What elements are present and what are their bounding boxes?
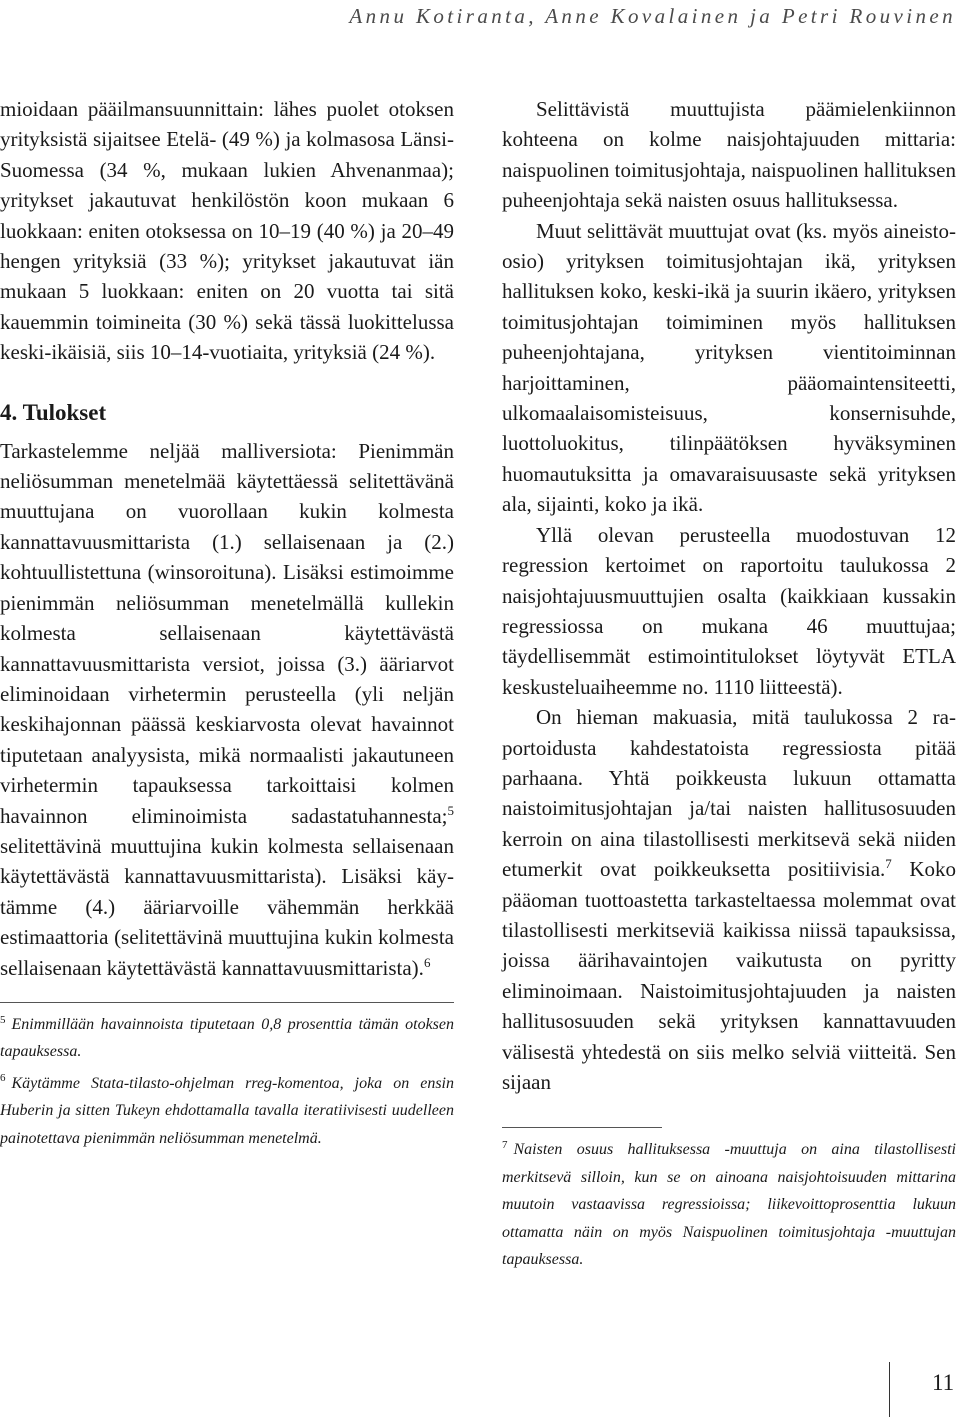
right-column: [502, 94, 956, 1273]
paragraph-4: [502, 702, 956, 1097]
paragraph-2: Muut selittävät muuttujat ovat (ks. myös aineisto-osio) yrityksen toimitusjohtajan ikä, yrityksen hallituksen koko, keski-ikä ja suurin ikäero, yrityksen toimitusjohtajan toimiminen myös hallituksen puheenjohtajana, yrityksen vientitoiminnan harjoittaminen, pääomaintensiteetti, ulkomaalaisomisteisuus, konsernisuhde, luottoluokitus, tilinpäätöksen hyväksyminen huomautuksitta ja omavaraisuusaste sekä yrityksen ala, sijainti, koko ja ikä.: [502, 218, 956, 517]
paragraph-1: Selittävistä muuttujista päämielenkiinnon kohteena on kolme naisjohtajuuden mittaria: naispuolinen toimitusjohtaja, naispuolinen hallituksen puheenjohtaja sekä naisten osuus hallituksessa.: [502, 97, 956, 213]
footnote-5: [0, 1011, 454, 1066]
paragraph-4-part-a: On hieman makuasia, mitä taulukossa 2 raportoidusta kahdestatoista regressiosta pitää parhaana. Yhtä poikkeusta lukuun ottamatta naistoimitusjohtajan ja/tai naisten hallitusosuuden kerroin on aina tilastollisesti merkitsevä sekä niiden etumerkit ovat poikkeuksetta positiivisia.: [502, 705, 956, 882]
section-paragraph-part-b: selitettävinä muuttujina kukin kolmesta sellaisenaan käytettävästä kannattavuusmittarista). Lisäksi käytämme (4.) ääriarvoille vähemmän herkkää estimaattoria (selitettävinä muuttujina kukin kolmesta sellaisenaan käytettävästä kannattavuusmittarista).: [0, 833, 454, 980]
footnote-7: [502, 1136, 956, 1273]
section-heading: 4. Tulokset: [0, 399, 107, 425]
footnote-text: Käytämme Stata-tilasto-ohjelman rreg-komentoa, joka on ensin Huberin ja sitten Tukeyn ehdottamalla tavalla iteratiivisesti uudelleen painotettava pienimmän neliösumman menetelmä.: [0, 1074, 454, 1147]
footnote-ref-6: 6: [423, 954, 431, 970]
page-number-divider: [889, 1362, 890, 1417]
footnote-divider: [502, 1127, 662, 1128]
footnote-ref-7: 7: [885, 856, 892, 872]
footnote-text: Enimmillään havainnoista tiputetaan 0,8 prosenttia tämän otoksen tapauksessa.: [0, 1015, 454, 1061]
intro-paragraph: mioidaan pääilmansuunnittain: lähes puolet otoksen yrityksistä sijaitsee Etelä- (49 %) ja kolmasosa Länsi-Suomessa (34 %, mukaan lukien Ahvenanmaa); yritykset jakautuvat henkilöstön koon mukaan 6 luokkaan: eniten otoksessa on 10–19 (40 %) ja 20–49 hengen yrityksiä (33 %); yritykset jakautuvat iän mukaan 5 luokkaan: eniten on 20 vuotta tai sitä kauemmin toimineita (30 %) sekä tässä luokittelussa keski-ikäisiä, siis 10–14-vuotiaita, yrityksiä (24 %).: [0, 97, 454, 365]
footnote-divider: [0, 1002, 454, 1003]
running-head: Annu Kotiranta, Anne Kovalainen ja Petri Rouvinen: [349, 4, 956, 28]
section-paragraph-part-a: Tarkastelemme neljää malliversiota: Pienimmän neliösumman menetelmää käytettäessä selitettävänä muuttujana on vuorollaan kukin kolmesta kannattavuusmittarista (1.) sellaisenaan ja (2.) kohtuullistettuna (winsoroituna). Lisäksi estimoimme pienimmän neliösumman menetelmällä kullekin kolmesta sellaisenaan käytettävästä kannattavuusmittarista versiot, joissa (3.) ääriarvot eliminoidaan virhetermin perusteella (yli neljän keskihajonnan päässä keskiarvosta olevat havainnot tiputetaan analyysista, mikä normaalisti jakautuneen virhetermin tapauksessa tarkoittaisi kolmen havainnon eliminoimista sadastatuhannesta;: [0, 438, 454, 828]
footnote-text: Naisten osuus hallituksessa -muuttuja on aina tilastollisesti merkitsevä silloin, kun se on ainoana naisjohtoisuuden mittarina muutoin vastaavissa regressioissa; liikevoittoprosenttia lukuun ottamatta näin on myös Naispuolinen toimitusjohtaja -muuttujan tapauksessa.: [502, 1141, 956, 1269]
footnote-number: 5: [0, 1013, 6, 1026]
footnote-number: 6: [0, 1072, 6, 1085]
section-paragraph: [0, 436, 454, 983]
footnote-number: 7: [502, 1139, 508, 1152]
footnote-6: [0, 1070, 454, 1152]
paragraph-3: Yllä olevan perusteella muodostuvan 12 regression kertoimet on raportoitu taulukossa 2 naisjohtajuusmuuttujien osalta (kaikkiaan kussakin regressiossa on mukana 46 muuttujaa; täydellisemmät estimointitulokset löytyvät ETLA keskusteluaiheemme no. 1110 liitteestä).: [502, 522, 956, 699]
page-number: 11: [932, 1370, 955, 1395]
left-column: [0, 94, 454, 1152]
footnote-ref-5: 5: [447, 802, 454, 818]
paragraph-4-part-b: Koko pääoman tuottoastetta tarkasteltaessa molemmat ovat tilastollisesti merkitseviä kaikissa niissä tapauksissa, joissa äärihavaintojen vaikutusta on pyritty eliminoimaan. Naistoimitusjohtajuuden ja naisten hallitusosuuden sekä yrityksen kannattavuuden välisestä yhtedestä on siis melko selviä viitteitä. Sen sijaan: [502, 857, 956, 1094]
